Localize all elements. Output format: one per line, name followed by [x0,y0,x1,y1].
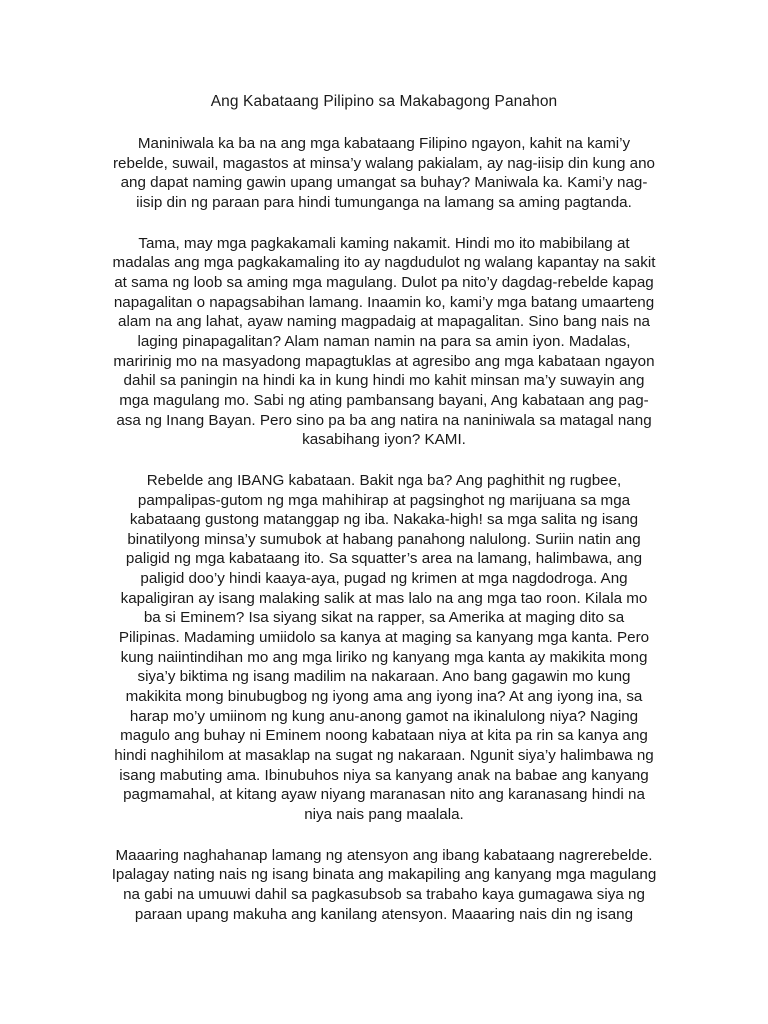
text-line: siya’y biktima ng isang madilim na nakaraan. Ano bang gagawin mo kung [137,668,631,686]
text-line: iisip din ng paraan para hindi tumunganga na lamang sa aming pagtanda. [136,193,632,211]
text-line: mga magulang mo. Sabi ng ating pambansang bayani, Ang kabataan ang pag- [119,391,649,409]
document-page [84,92,684,945]
text-line: paligid doo’y hindi kaaya-aya, pugad ng krimen at mga nagdodroga. Ang [140,570,628,588]
text-line: pampalipas-gutom ng mga mahihirap at pagsinghot ng marijuana sa mga [137,491,631,509]
text-line: kapaligiran ay isang malaking salik at mas lalo na ang mga tao roon. Kilala mo [120,589,648,607]
text-line: niya nais pang maalala. [304,806,464,823]
text-line: napagalitan o napagsabihan lamang. Inaamin ko, kami’y mga batang umaarteng [113,293,655,311]
paragraph-2 [84,234,684,450]
text-line: Pilipinas. Madaming umiidolo sa kanya at maging sa kanyang mga kanta. Pero [118,629,650,647]
text-line: Tama, may mga pagkakamali kaming nakamit. Hindi mo ito mabibilang at [138,234,630,252]
document-title: Ang Kabataang Pilipino sa Makabagong Panahon [210,93,558,110]
text-line: laging pinapagalitan? Alam naman namin na para sa amin iyon. Madalas, [137,332,631,350]
text-line: isang mabuting ama. Ibinubuhos niya sa kanyang anak na babae ang kanyang [119,766,649,784]
paragraph-1 [84,134,684,213]
text-line: Rebelde ang IBANG kabataan. Bakit nga ba? Ang paghithit ng rugbee, [146,471,622,489]
text-line: binatilyong minsa’y sumubok at habang panahong nalulong. Suriin natin ang [127,530,641,548]
text-line: at sama ng loob sa aming mga magulang. Dulot pa nito’y dagdag-rebelde kapag [114,273,654,291]
text-line: paligid ng mga kabataang ito. Sa squatter’s area na lamang, halimbawa, ang [125,550,643,568]
text-line: Maaaring naghahanap lamang ng atensyon ang ibang kabataang nagrerebelde. [115,846,653,864]
text-line: kabataang gustong matanggap ng iba. Nakaka-high! sa mga salita ng isang [129,511,639,529]
text-line: makikita mong binubugbog ng iyong ama ang iyong ina? At ang iyong ina, sa [125,688,643,706]
text-line: na gabi na umuuwi dahil sa pagkasubsob sa trabaho kaya gumagawa siya ng [123,885,645,903]
text-line: dahil sa paningin na hindi ka in kung hindi mo kahit minsan ma’y suwayin ang [123,372,645,390]
text-line: madalas ang mga pagkakamaling ito ay nagdudulot ng walang kapantay na sakit [112,254,656,272]
text-line: Maniniwala ka ba na ang mga kabataang Filipino ngayon, kahit na kami’y [137,135,631,152]
text-line: ang dapat naming gawin upang umangat sa buhay? Maniwala ka. Kami’y nag- [120,174,648,192]
text-line: ba si Eminem? Isa siyang sikat na rapper, sa Amerika at maging dito sa [143,609,625,627]
text-line: pagmamahal, at kitang ayaw niyang maranasan nito ang karanasang hindi na [123,786,645,804]
text-line: kasabihang iyon? KAMI. [302,431,466,449]
text-line: rebelde, suwail, magastos at minsa’y walang pakialam, ay nag-iisip din kung ano [113,154,655,172]
text-line: harap mo’y umiinom ng kung anu-anong gamot na ikinalulong niya? Naging [129,707,639,725]
text-line: hindi naghihilom at masaklap na sugat ng nakaraan. Ngunit siya’y halimbawa ng [114,747,654,765]
text-line: Ipalagay nating nais ng isang binata ang makapiling ang kanyang mga magulang [111,866,657,884]
text-line: asa ng Inang Bayan. Pero sino pa ba ang natira na naniniwala sa matagal nang [116,411,652,429]
text-line: kung naiintindihan mo ang mga liriko ng kanyang mga kanta ay makikita mong [120,648,648,666]
paragraph-3 [84,471,684,825]
text-line: paraan upang makuha ang kanilang atensyon. Maaaring nais din ng isang [134,905,634,923]
paragraph-4 [84,846,684,925]
text-line: alam na ang lahat, ayaw naming magpadaig at mapagalitan. Sino bang nais na [118,313,650,331]
text-line: maririnig mo na masyadong mapagtuklas at agresibo ang mga kabataan ngayon [113,352,655,370]
text-line: magulo ang buhay ni Eminem noong kabataan niya at kita pa rin sa kanya ang [120,727,648,745]
